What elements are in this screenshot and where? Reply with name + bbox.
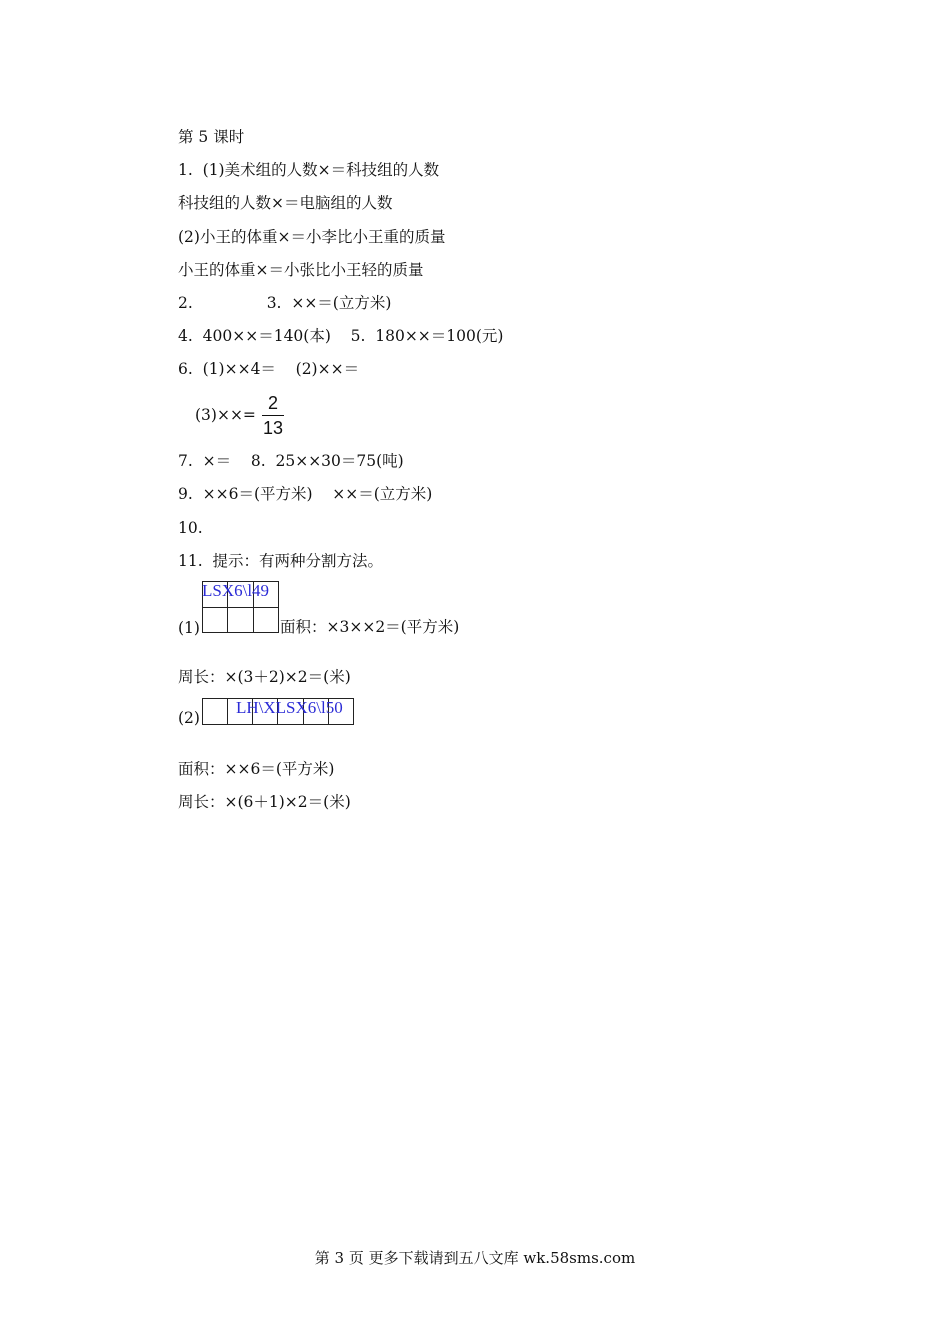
method1-label: (1) bbox=[178, 619, 200, 637]
answer-line: 小王的体重×＝小张比小王轻的质量 bbox=[178, 261, 424, 279]
answer-line: 11. 提示：有两种分割方法。 bbox=[178, 552, 384, 570]
q6-part3-prefix: (3)××= bbox=[195, 406, 256, 424]
fraction-denominator: 13 bbox=[262, 418, 284, 438]
answer-line: 1. (1)美术组的人数×＝科技组的人数 bbox=[178, 161, 440, 179]
answer-line: 周长：×(6＋1)×2＝(米) bbox=[178, 793, 351, 811]
answer-line: 2. 3. ××＝(立方米) bbox=[178, 294, 392, 312]
answer-line: 科技组的人数×＝电脑组的人数 bbox=[178, 194, 393, 212]
fraction-numerator: 2 bbox=[267, 393, 278, 413]
answer-line: 9. ××6＝(平方米) ××＝(立方米) bbox=[178, 485, 433, 503]
answer-line: 面积：××6＝(平方米) bbox=[178, 760, 335, 778]
method2-field-code: LH\XLSX6\l50 bbox=[236, 698, 343, 717]
answer-line: 6. (1)××4＝ (2)××＝ bbox=[178, 360, 360, 378]
answer-line: 周长：×(3＋2)×2＝(米) bbox=[178, 668, 351, 686]
method1-field-code: LSX6\l49 bbox=[202, 581, 270, 600]
fraction-bar bbox=[262, 415, 284, 416]
lesson-title: 第 5 课时 bbox=[178, 128, 245, 146]
answer-line: 7. ×＝ 8. 25××30＝75(吨) bbox=[178, 452, 404, 470]
method2-label: (2) bbox=[178, 709, 200, 727]
answer-line: 4. 400××＝140(本) 5. 180××＝100(元) bbox=[178, 327, 504, 345]
answer-line: 10. bbox=[178, 519, 203, 537]
fraction bbox=[262, 392, 284, 439]
method1-area: 面积：×3××2＝(平方米) bbox=[280, 618, 460, 636]
page-footer: 第 3 页 更多下载请到五八文库 wk.58sms.com bbox=[314, 1249, 636, 1267]
answer-line: (2)小王的体重×＝小李比小王重的质量 bbox=[178, 228, 446, 246]
